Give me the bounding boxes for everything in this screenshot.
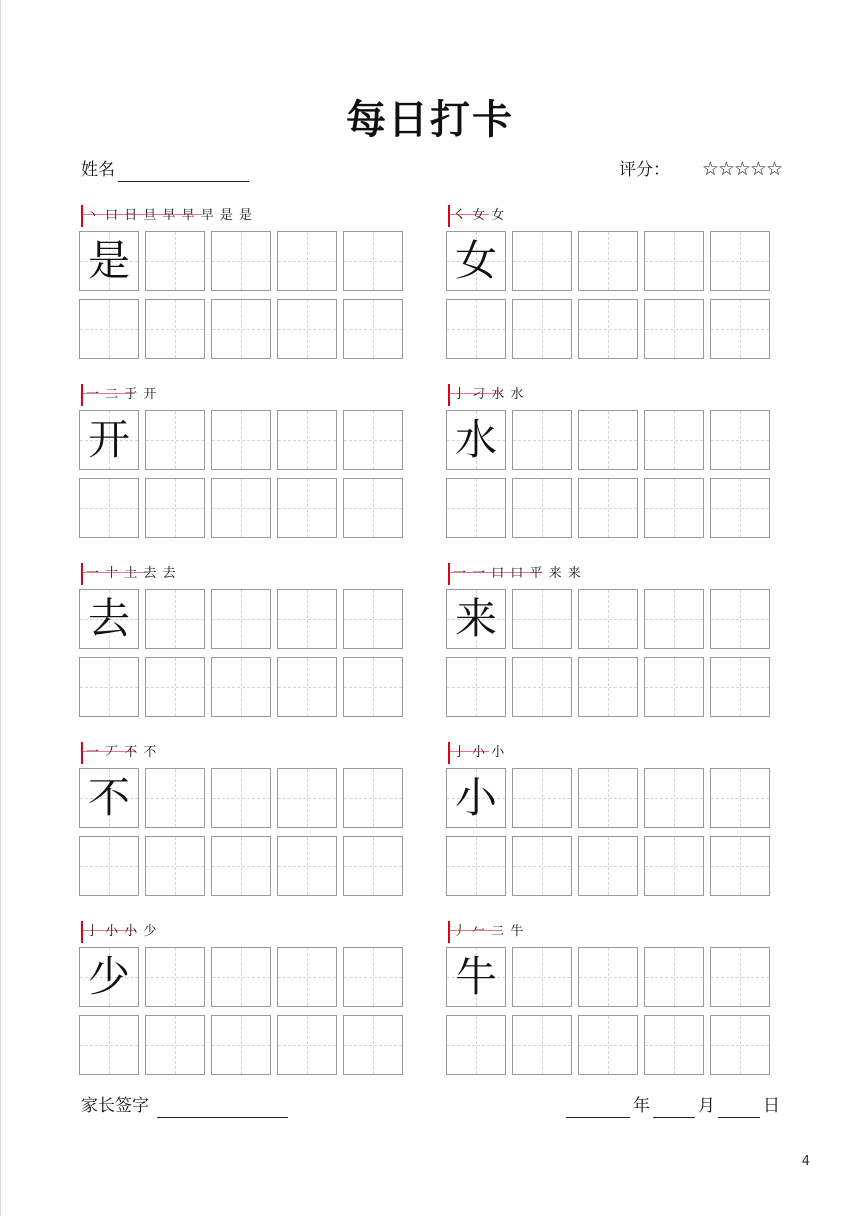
- writing-cell[interactable]: [512, 1015, 572, 1075]
- grid-row: [79, 410, 403, 470]
- writing-cell[interactable]: [644, 657, 704, 717]
- stroke-order: ㇛ 女 女: [448, 205, 505, 227]
- writing-cell[interactable]: [446, 478, 506, 538]
- practice-block: [79, 205, 415, 385]
- writing-cell[interactable]: [343, 768, 403, 828]
- name-blank-line[interactable]: [118, 181, 249, 182]
- parent-signature-line[interactable]: [157, 1117, 288, 1118]
- model-character: 小: [454, 773, 497, 822]
- writing-cell[interactable]: [145, 836, 205, 896]
- writing-cell[interactable]: [211, 231, 271, 291]
- writing-cell[interactable]: [446, 231, 506, 291]
- writing-cell[interactable]: [578, 299, 638, 359]
- writing-cell[interactable]: [446, 768, 506, 828]
- stroke-order: 一 一 口 口 平 来 来: [448, 563, 582, 585]
- page-number: 4: [801, 1154, 810, 1169]
- month-blank[interactable]: [653, 1097, 695, 1118]
- grid-row: [79, 231, 403, 291]
- writing-cell[interactable]: [343, 231, 403, 291]
- page-title: 每日打卡: [346, 96, 514, 143]
- grid-row: [446, 947, 770, 1007]
- day-label: 日: [763, 1096, 780, 1116]
- writing-cell[interactable]: [79, 231, 139, 291]
- practice-block: [79, 384, 415, 564]
- writing-cell[interactable]: [710, 410, 770, 470]
- model-character: 不: [87, 773, 130, 822]
- grid-row: [79, 836, 403, 896]
- writing-cell[interactable]: [512, 947, 572, 1007]
- writing-cell[interactable]: [343, 947, 403, 1007]
- writing-cell[interactable]: [446, 947, 506, 1007]
- year-blank[interactable]: [566, 1097, 630, 1118]
- writing-cell[interactable]: [145, 657, 205, 717]
- writing-cell[interactable]: [79, 589, 139, 649]
- writing-cell[interactable]: [710, 768, 770, 828]
- writing-cell[interactable]: [343, 410, 403, 470]
- writing-cell[interactable]: [79, 478, 139, 538]
- writing-cell[interactable]: [644, 768, 704, 828]
- writing-cell[interactable]: [446, 1015, 506, 1075]
- writing-cell[interactable]: [79, 410, 139, 470]
- writing-cell[interactable]: [644, 478, 704, 538]
- grid-row: [79, 299, 403, 359]
- writing-cell[interactable]: [211, 299, 271, 359]
- model-character: 是: [87, 236, 130, 285]
- writing-cell[interactable]: [277, 231, 337, 291]
- writing-cell[interactable]: [512, 299, 572, 359]
- grid-row: [446, 768, 770, 828]
- writing-cell[interactable]: [79, 657, 139, 717]
- writing-cell[interactable]: [211, 768, 271, 828]
- writing-cell[interactable]: [145, 299, 205, 359]
- stroke-order: 一 丆 不 不: [81, 742, 157, 764]
- stroke-order: 亅 刁 水 水: [448, 384, 524, 406]
- practice-block: [446, 384, 782, 564]
- writing-cell[interactable]: [277, 657, 337, 717]
- writing-cell[interactable]: [343, 478, 403, 538]
- writing-cell[interactable]: [578, 410, 638, 470]
- practice-block: [79, 563, 415, 743]
- writing-cell[interactable]: [343, 657, 403, 717]
- writing-cell[interactable]: [211, 947, 271, 1007]
- writing-cell[interactable]: [512, 589, 572, 649]
- writing-cell[interactable]: [578, 1015, 638, 1075]
- grid-row: [79, 947, 403, 1007]
- writing-cell[interactable]: [644, 1015, 704, 1075]
- month-label: 月: [698, 1096, 715, 1116]
- writing-cell[interactable]: [710, 231, 770, 291]
- writing-cell[interactable]: [277, 589, 337, 649]
- grid-row: [446, 231, 770, 291]
- model-character: 来: [454, 594, 497, 643]
- writing-cell[interactable]: [512, 657, 572, 717]
- writing-cell[interactable]: [644, 231, 704, 291]
- stroke-order: 一 十 土 去 去: [81, 563, 177, 585]
- writing-cell[interactable]: [578, 947, 638, 1007]
- model-character: 水: [454, 415, 497, 464]
- writing-cell[interactable]: [710, 947, 770, 1007]
- writing-cell[interactable]: [79, 299, 139, 359]
- writing-cell[interactable]: [644, 589, 704, 649]
- writing-cell[interactable]: [512, 231, 572, 291]
- writing-cell[interactable]: [211, 836, 271, 896]
- writing-cell[interactable]: [79, 836, 139, 896]
- writing-cell[interactable]: [277, 478, 337, 538]
- year-label: 年: [633, 1096, 650, 1116]
- writing-cell[interactable]: [446, 657, 506, 717]
- practice-block: [446, 921, 782, 1101]
- writing-cell[interactable]: [644, 947, 704, 1007]
- writing-cell[interactable]: [578, 768, 638, 828]
- writing-cell[interactable]: [512, 478, 572, 538]
- practice-block: [79, 742, 415, 922]
- writing-cell[interactable]: [277, 768, 337, 828]
- writing-cell[interactable]: [145, 589, 205, 649]
- writing-cell[interactable]: [343, 299, 403, 359]
- model-character: 女: [454, 236, 497, 285]
- grid-row: [79, 1015, 403, 1075]
- writing-cell[interactable]: [710, 836, 770, 896]
- page-edge: [0, 0, 1, 1216]
- grid-row: [446, 478, 770, 538]
- grid-row: [446, 299, 770, 359]
- writing-cell[interactable]: [277, 410, 337, 470]
- writing-cell[interactable]: [145, 947, 205, 1007]
- stroke-order: 亅 小 小 少: [81, 921, 157, 943]
- writing-cell[interactable]: [343, 836, 403, 896]
- writing-cell[interactable]: [211, 1015, 271, 1075]
- writing-cell[interactable]: [79, 1015, 139, 1075]
- writing-cell[interactable]: [211, 589, 271, 649]
- writing-cell[interactable]: [578, 231, 638, 291]
- grid-row: [446, 836, 770, 896]
- writing-cell[interactable]: [343, 1015, 403, 1075]
- writing-cell[interactable]: [79, 768, 139, 828]
- parent-signature-label: 家长签字: [81, 1096, 149, 1116]
- writing-cell[interactable]: [446, 836, 506, 896]
- model-character: 少: [87, 952, 130, 1001]
- writing-cell[interactable]: [710, 589, 770, 649]
- writing-cell[interactable]: [578, 589, 638, 649]
- model-character: 牛: [454, 952, 497, 1001]
- practice-block: [79, 921, 415, 1101]
- writing-cell[interactable]: [277, 947, 337, 1007]
- date-row: [566, 1094, 780, 1118]
- stroke-order: 一 二 于 开: [81, 384, 157, 406]
- writing-cell[interactable]: [145, 231, 205, 291]
- writing-cell[interactable]: [578, 657, 638, 717]
- writing-cell[interactable]: [79, 947, 139, 1007]
- writing-cell[interactable]: [145, 768, 205, 828]
- writing-cell[interactable]: [277, 836, 337, 896]
- stroke-order: 丿 𠂉 二 牛: [448, 921, 524, 943]
- writing-cell[interactable]: [211, 478, 271, 538]
- grid-row: [446, 657, 770, 717]
- name-label: 姓名: [81, 160, 115, 180]
- model-character: 去: [87, 594, 130, 643]
- writing-cell[interactable]: [512, 410, 572, 470]
- stroke-order: 丶 口 日 旦 早 早 早 是 是: [81, 205, 253, 227]
- writing-cell[interactable]: [211, 410, 271, 470]
- writing-cell[interactable]: [710, 657, 770, 717]
- writing-cell[interactable]: [211, 657, 271, 717]
- writing-cell[interactable]: [710, 299, 770, 359]
- writing-cell[interactable]: [710, 478, 770, 538]
- writing-cell[interactable]: [446, 589, 506, 649]
- writing-cell[interactable]: [644, 836, 704, 896]
- grid-row: [446, 1015, 770, 1075]
- writing-cell[interactable]: [578, 836, 638, 896]
- writing-cell[interactable]: [277, 299, 337, 359]
- writing-cell[interactable]: [644, 299, 704, 359]
- writing-cell[interactable]: [512, 836, 572, 896]
- writing-cell[interactable]: [277, 1015, 337, 1075]
- grid-row: [446, 589, 770, 649]
- practice-block: [446, 563, 782, 743]
- writing-cell[interactable]: [343, 589, 403, 649]
- grid-row: [79, 478, 403, 538]
- writing-cell[interactable]: [145, 478, 205, 538]
- day-blank[interactable]: [718, 1097, 760, 1118]
- writing-cell[interactable]: [145, 410, 205, 470]
- stroke-order: 亅 小 小: [448, 742, 505, 764]
- writing-cell[interactable]: [145, 1015, 205, 1075]
- writing-cell[interactable]: [446, 299, 506, 359]
- grid-row: [79, 589, 403, 649]
- writing-cell[interactable]: [710, 1015, 770, 1075]
- practice-block: [446, 742, 782, 922]
- rating-stars-icon[interactable]: ☆☆☆☆☆: [701, 158, 782, 180]
- practice-block: [446, 205, 782, 385]
- writing-cell[interactable]: [578, 478, 638, 538]
- writing-cell[interactable]: [644, 410, 704, 470]
- grid-row: [446, 410, 770, 470]
- writing-cell[interactable]: [446, 410, 506, 470]
- grid-row: [79, 768, 403, 828]
- grid-row: [79, 657, 403, 717]
- score-label: 评分：: [619, 160, 670, 180]
- writing-cell[interactable]: [512, 768, 572, 828]
- model-character: 开: [87, 415, 130, 464]
